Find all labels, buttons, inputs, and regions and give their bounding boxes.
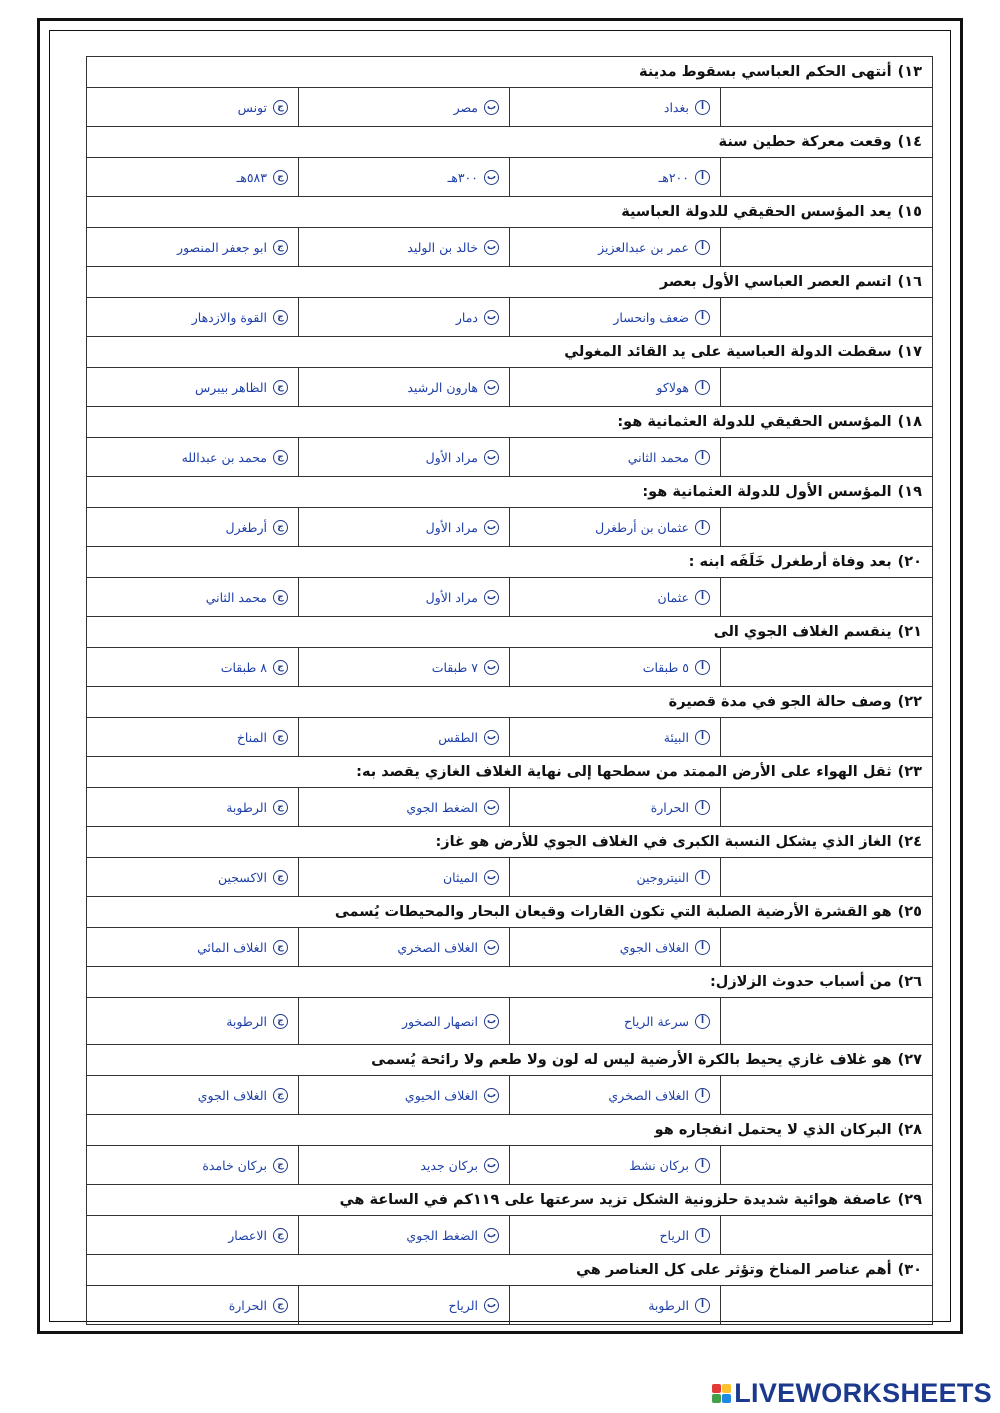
option-cell[interactable] [509, 1076, 720, 1114]
option-cell[interactable] [298, 298, 509, 336]
question-text: بعد وفاة أرطغرل خَلَفَه ابنه : [688, 554, 892, 570]
option-cell[interactable] [509, 508, 720, 546]
option-label: عثمان [657, 589, 689, 605]
question-block [87, 826, 932, 896]
question-number: ١٥) [897, 204, 922, 220]
option-cell[interactable] [87, 1216, 298, 1254]
option-letter-icon: ب [484, 1228, 499, 1243]
logo-square-4 [722, 1394, 731, 1403]
question-block [87, 476, 932, 546]
option-letter-icon: ب [484, 170, 499, 185]
option-label: هارون الرشيد [407, 379, 478, 395]
option-cell[interactable] [509, 788, 720, 826]
answer-row [87, 367, 932, 406]
question-stem [87, 127, 932, 157]
option-label: الحرارة [228, 1297, 267, 1313]
question-number: ١٧) [897, 344, 922, 360]
question-stem [87, 337, 932, 367]
option-cell[interactable] [87, 438, 298, 476]
answer-blank-cell[interactable] [720, 1146, 932, 1184]
answer-row [87, 507, 932, 546]
question-stem [87, 197, 932, 227]
question-stem [87, 757, 932, 787]
question-block [87, 686, 932, 756]
option-letter-icon: ب [484, 100, 499, 115]
answer-blank-cell[interactable] [720, 578, 932, 616]
option-cell[interactable] [509, 88, 720, 126]
option-label: انصهار الصخور [401, 1013, 478, 1029]
option-label: مراد الأول [425, 449, 478, 465]
option-label: ضعف وانحسار [613, 309, 689, 325]
option-label: الغلاف الجوي [619, 939, 689, 955]
option-letter-icon: ب [484, 660, 499, 675]
question-block [87, 966, 932, 1044]
option-label: تونس [237, 99, 267, 115]
option-cell[interactable] [298, 718, 509, 756]
option-cell[interactable] [87, 1076, 298, 1114]
question-stem [87, 1045, 932, 1075]
answer-row [87, 577, 932, 616]
option-label: الضغط الجوي [406, 1227, 478, 1243]
option-letter-icon: ج [273, 520, 288, 535]
option-letter-icon: ب [484, 730, 499, 745]
option-cell[interactable] [509, 858, 720, 896]
option-cell[interactable] [509, 928, 720, 966]
answer-blank-cell[interactable] [720, 648, 932, 686]
option-label: الضغط الجوي [406, 799, 478, 815]
option-label: بركان جديد [420, 1157, 478, 1173]
option-letter-icon: أ [695, 100, 710, 115]
option-letter-icon: ج [273, 1298, 288, 1313]
answer-row [87, 437, 932, 476]
option-label: الرياح [659, 1227, 689, 1243]
option-label: الغلاف الصخري [397, 939, 478, 955]
question-block [87, 266, 932, 336]
option-cell[interactable] [298, 578, 509, 616]
option-letter-icon: ب [484, 380, 499, 395]
option-label: الاعصار [228, 1227, 267, 1243]
option-cell[interactable] [509, 648, 720, 686]
question-text: وقعت معركة حطين سنة [718, 134, 892, 150]
option-label: بركان نشط [629, 1157, 689, 1173]
question-stem [87, 547, 932, 577]
option-letter-icon: ب [484, 450, 499, 465]
option-label: المناخ [236, 729, 267, 745]
option-letter-icon: ج [273, 1014, 288, 1029]
option-cell[interactable] [87, 1286, 298, 1324]
answer-row [87, 1215, 932, 1254]
answer-row [87, 87, 932, 126]
option-cell[interactable] [298, 228, 509, 266]
option-letter-icon: ب [484, 940, 499, 955]
answer-blank-cell[interactable] [720, 508, 932, 546]
question-number: ٢٩) [897, 1192, 922, 1208]
option-cell[interactable] [87, 788, 298, 826]
question-block [87, 56, 932, 126]
option-label: الحرارة [650, 799, 689, 815]
option-label: عمر بن عبدالعزيز [598, 239, 689, 255]
answer-row [87, 997, 932, 1044]
option-letter-icon: أ [695, 240, 710, 255]
question-stem [87, 477, 932, 507]
answer-row [87, 927, 932, 966]
option-cell[interactable] [298, 788, 509, 826]
option-label: عثمان بن أرطغرل [595, 519, 689, 535]
question-stem [87, 687, 932, 717]
question-block [87, 336, 932, 406]
question-block [87, 1114, 932, 1184]
question-number: ٢٥) [897, 904, 922, 920]
option-letter-icon: أ [695, 310, 710, 325]
option-letter-icon: ج [273, 170, 288, 185]
question-block [87, 406, 932, 476]
option-label: الظاهر بيبرس [195, 379, 267, 395]
question-text: عاصفة هوائية شديدة حلزونية الشكل تزيد سرعتها على ١١٩كم في الساعة هي [339, 1192, 892, 1208]
option-label: محمد الثاني [627, 449, 689, 465]
brand-name: LIVEWORKSHEETS [734, 1378, 992, 1408]
option-cell[interactable] [87, 928, 298, 966]
question-block [87, 196, 932, 266]
option-label: ٢٠٠هـ [658, 169, 689, 185]
option-label: ٧ طبقات [431, 659, 478, 675]
option-letter-icon: أ [695, 1298, 710, 1313]
option-label: الرطوبة [226, 1013, 267, 1029]
logo-square-2 [722, 1384, 731, 1393]
question-stem [87, 267, 932, 297]
question-number: ٢٣) [897, 764, 922, 780]
option-label: البيئة [663, 729, 689, 745]
option-letter-icon: أ [695, 590, 710, 605]
option-letter-icon: أ [695, 450, 710, 465]
option-cell[interactable] [298, 158, 509, 196]
question-text: هو القشرة الأرضية الصلبة التي تكون القارات وقيعان البحار والمحيطات يُسمى [334, 904, 892, 920]
option-cell[interactable] [87, 648, 298, 686]
option-cell[interactable] [87, 508, 298, 546]
answer-row [87, 717, 932, 756]
option-cell[interactable] [298, 648, 509, 686]
option-letter-icon: ب [484, 1158, 499, 1173]
question-text: ثقل الهواء على الأرض الممتد من سطحها إلى نهاية الغلاف الغازي يقصد به: [356, 764, 892, 780]
option-cell[interactable] [509, 578, 720, 616]
option-letter-icon: أ [695, 660, 710, 675]
logo-square-3 [712, 1394, 721, 1403]
question-block [87, 126, 932, 196]
option-label: الغلاف الجوي [197, 1087, 267, 1103]
option-cell[interactable] [87, 298, 298, 336]
option-cell[interactable] [298, 88, 509, 126]
answer-blank-cell[interactable] [720, 88, 932, 126]
option-cell[interactable] [87, 1146, 298, 1184]
option-letter-icon: ب [484, 1014, 499, 1029]
option-label: محمد بن عبدالله [181, 449, 267, 465]
option-label: الغلاف الصخري [608, 1087, 689, 1103]
answer-blank-cell[interactable] [720, 368, 932, 406]
option-letter-icon: ج [273, 940, 288, 955]
option-letter-icon: ب [484, 520, 499, 535]
option-letter-icon: ب [484, 310, 499, 325]
option-letter-icon: أ [695, 170, 710, 185]
option-label: ٨ طبقات [220, 659, 267, 675]
option-label: القوة والازدهار [191, 309, 267, 325]
option-letter-icon: ب [484, 240, 499, 255]
option-letter-icon: ب [484, 590, 499, 605]
answer-blank-cell[interactable] [720, 1076, 932, 1114]
question-text: المؤسس الحقيقي للدولة العثمانية هو: [617, 414, 892, 430]
question-number: ١٨) [897, 414, 922, 430]
option-cell[interactable] [87, 368, 298, 406]
option-letter-icon: ج [273, 1158, 288, 1173]
option-cell[interactable] [87, 578, 298, 616]
option-letter-icon: ج [273, 590, 288, 605]
option-letter-icon: أ [695, 1014, 710, 1029]
question-block [87, 616, 932, 686]
option-cell[interactable] [298, 508, 509, 546]
option-cell[interactable] [298, 1146, 509, 1184]
option-label: ابو جعفر المنصور [177, 239, 267, 255]
option-cell[interactable] [298, 1286, 509, 1324]
option-label: النيتروجين [636, 869, 689, 885]
question-text: يعد المؤسس الحقيقي للدولة العباسية [621, 204, 892, 220]
option-letter-icon: ج [273, 870, 288, 885]
question-stem [87, 617, 932, 647]
option-cell[interactable] [87, 858, 298, 896]
question-block [87, 1254, 932, 1325]
option-cell[interactable] [87, 158, 298, 196]
option-label: الرياح [448, 1297, 478, 1313]
question-text: هو غلاف غازي يحيط بالكرة الأرضية ليس له لون ولا طعم ولا رائحة يُسمى [371, 1052, 892, 1068]
option-cell[interactable] [298, 368, 509, 406]
option-letter-icon: أ [695, 1228, 710, 1243]
question-sheet [86, 56, 933, 1325]
option-label: الرطوبة [648, 1297, 689, 1313]
option-label: بركان خامدة [202, 1157, 267, 1173]
option-letter-icon: أ [695, 800, 710, 815]
option-cell[interactable] [509, 1146, 720, 1184]
option-label: مصر [453, 99, 478, 115]
answer-blank-cell[interactable] [720, 718, 932, 756]
question-number: ٣٠) [897, 1262, 922, 1278]
option-letter-icon: أ [695, 940, 710, 955]
question-block [87, 756, 932, 826]
option-cell[interactable] [509, 158, 720, 196]
answer-row [87, 857, 932, 896]
question-number: ٢٧) [897, 1052, 922, 1068]
question-text: ينقسم الغلاف الجوي الى [713, 624, 892, 640]
question-text: المؤسس الأول للدولة العثمانية هو: [642, 484, 892, 500]
option-letter-icon: ج [273, 1228, 288, 1243]
question-text: الغاز الذي يشكل النسبة الكبرى في الغلاف الجوي للأرض هو غاز: [435, 834, 892, 850]
option-letter-icon: أ [695, 730, 710, 745]
question-block [87, 1044, 932, 1114]
question-stem [87, 827, 932, 857]
question-number: ١٣) [897, 64, 922, 80]
answer-row [87, 647, 932, 686]
answer-blank-cell[interactable] [720, 228, 932, 266]
option-label: مراد الأول [425, 519, 478, 535]
answer-row [87, 157, 932, 196]
question-number: ١٩) [897, 484, 922, 500]
question-stem [87, 967, 932, 997]
option-label: الطقس [438, 729, 478, 745]
option-cell[interactable] [509, 368, 720, 406]
option-letter-icon: أ [695, 380, 710, 395]
option-letter-icon: أ [695, 870, 710, 885]
option-label: محمد الثاني [205, 589, 267, 605]
answer-blank-cell[interactable] [720, 858, 932, 896]
answer-row [87, 1145, 932, 1184]
question-stem [87, 1255, 932, 1285]
logo-square-1 [712, 1384, 721, 1393]
option-cell[interactable] [87, 718, 298, 756]
option-letter-icon: ج [273, 1088, 288, 1103]
question-stem [87, 897, 932, 927]
option-letter-icon: ب [484, 1088, 499, 1103]
question-stem [87, 407, 932, 437]
option-label: هولاكو [656, 379, 689, 395]
option-label: سرعة الرياح [623, 1013, 689, 1029]
option-cell[interactable] [298, 858, 509, 896]
option-letter-icon: ب [484, 870, 499, 885]
question-number: ١٦) [897, 274, 922, 290]
question-number: ٢١) [897, 624, 922, 640]
option-letter-icon: ج [273, 310, 288, 325]
option-letter-icon: ج [273, 730, 288, 745]
option-cell[interactable] [509, 438, 720, 476]
question-number: ٢٢) [897, 694, 922, 710]
option-cell[interactable] [87, 228, 298, 266]
question-number: ٢٤) [897, 834, 922, 850]
question-stem [87, 1115, 932, 1145]
question-text: من أسباب حدوث الزلازل: [709, 974, 892, 990]
question-number: ٢٦) [897, 974, 922, 990]
option-label: ٥٨٣هـ [236, 169, 267, 185]
option-label: الغلاف المائي [197, 939, 267, 955]
question-text: البركان الذي لا يحتمل انفجاره هو [654, 1122, 892, 1138]
answer-blank-cell[interactable] [720, 1216, 932, 1254]
option-label: بغداد [663, 99, 689, 115]
option-cell[interactable] [509, 998, 720, 1044]
option-label: خالد بن الوليد [407, 239, 478, 255]
option-letter-icon: أ [695, 520, 710, 535]
option-cell[interactable] [298, 438, 509, 476]
option-letter-icon: ج [273, 240, 288, 255]
option-cell[interactable] [509, 228, 720, 266]
question-text: وصف حالة الجو في مدة قصيرة [668, 694, 892, 710]
option-letter-icon: ج [273, 660, 288, 675]
option-letter-icon: ج [273, 800, 288, 815]
question-block [87, 546, 932, 616]
option-cell[interactable] [298, 928, 509, 966]
option-cell[interactable] [509, 298, 720, 336]
logo-icon [712, 1384, 731, 1403]
option-cell[interactable] [509, 1216, 720, 1254]
answer-blank-cell[interactable] [720, 788, 932, 826]
question-text: أهم عناصر المناخ وتؤثر على كل العناصر هي [576, 1262, 892, 1278]
answer-blank-cell[interactable] [720, 928, 932, 966]
option-cell[interactable] [298, 1216, 509, 1254]
option-letter-icon: ب [484, 800, 499, 815]
option-label: دمار [455, 309, 478, 325]
option-cell[interactable] [298, 1076, 509, 1114]
option-cell[interactable] [87, 88, 298, 126]
option-cell[interactable] [509, 718, 720, 756]
answer-blank-cell[interactable] [720, 998, 932, 1044]
liveworksheets-logo [712, 1378, 992, 1409]
option-cell[interactable] [509, 1286, 720, 1324]
option-letter-icon: ج [273, 100, 288, 115]
option-letter-icon: ج [273, 380, 288, 395]
option-letter-icon: ج [273, 450, 288, 465]
question-number: ١٤) [897, 134, 922, 150]
option-letter-icon: ب [484, 1298, 499, 1313]
option-label: الميثان [442, 869, 478, 885]
answer-row [87, 1075, 932, 1114]
question-text: أنتهى الحكم العباسي بسقوط مدينة [639, 64, 892, 80]
question-block [87, 896, 932, 966]
question-number: ٢٠) [897, 554, 922, 570]
answer-blank-cell[interactable] [720, 438, 932, 476]
option-letter-icon: أ [695, 1088, 710, 1103]
answer-row [87, 227, 932, 266]
option-letter-icon: أ [695, 1158, 710, 1173]
question-number: ٢٨) [897, 1122, 922, 1138]
option-label: الغلاف الحيوي [404, 1087, 478, 1103]
option-label: أرطغرل [225, 519, 267, 535]
option-cell[interactable] [298, 998, 509, 1044]
option-label: الاكسجين [217, 869, 267, 885]
answer-row [87, 297, 932, 336]
answer-blank-cell[interactable] [720, 298, 932, 336]
answer-blank-cell[interactable] [720, 1286, 932, 1324]
answer-row [87, 787, 932, 826]
question-stem [87, 57, 932, 87]
answer-row [87, 1285, 932, 1324]
question-block [87, 1184, 932, 1254]
answer-blank-cell[interactable] [720, 158, 932, 196]
question-text: اتسم العصر العباسي الأول بعصر [659, 274, 892, 290]
option-label: ٥ طبقات [642, 659, 689, 675]
option-label: الرطوبة [226, 799, 267, 815]
question-text: سقطت الدولة العباسية على يد القائد المغولي [564, 344, 892, 360]
question-stem [87, 1185, 932, 1215]
option-cell[interactable] [87, 998, 298, 1044]
option-label: ٣٠٠هـ [447, 169, 478, 185]
option-label: مراد الأول [425, 589, 478, 605]
